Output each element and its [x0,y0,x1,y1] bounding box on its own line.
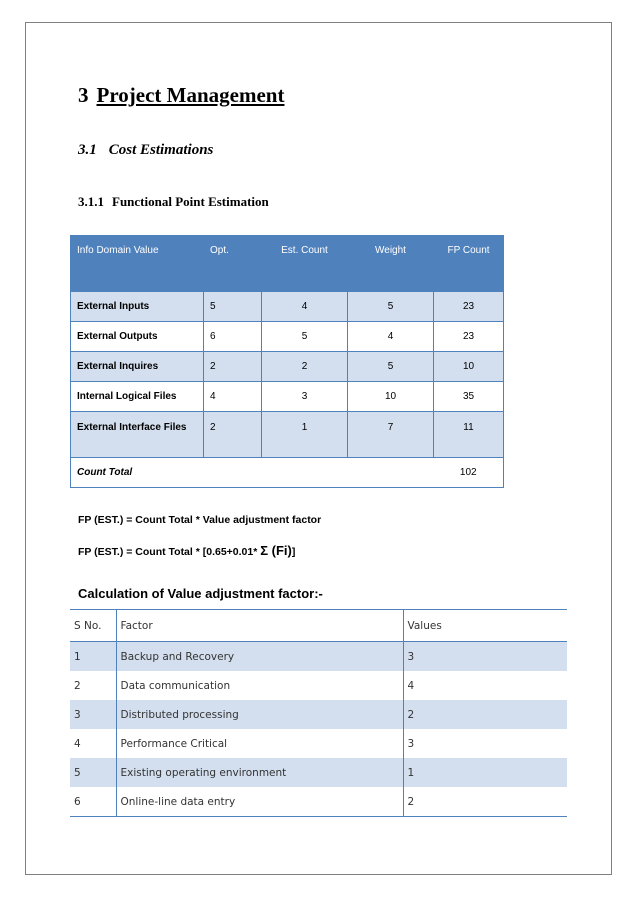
table-cell: 2 [262,352,348,382]
table-cell: 5 [348,352,434,382]
table-cell: 6 [70,787,116,817]
column-header: Info Domain Value [71,236,204,292]
table-cell: 1 [403,758,567,787]
formula-line-1: FP (EST.) = Count Total * Value adjustment factor [78,514,322,526]
table-cell: 2 [204,352,262,382]
table-cell: 5 [262,322,348,352]
calc-title: Calculation of Value adjustment factor:- [78,586,323,601]
subsection-number: 3.1 [78,142,97,158]
formula-suffix: ] [291,546,296,558]
formula-line-2 [78,543,295,558]
column-header: Opt. [204,236,262,292]
total-row [71,458,504,488]
table-cell: 23 [434,322,504,352]
column-header: Factor [116,610,403,642]
value-adjustment-table [70,609,567,817]
table-cell: Data communication [116,671,403,700]
table-cell: 2 [204,412,262,458]
table-cell: Existing operating environment [116,758,403,787]
table-cell: Distributed processing [116,700,403,729]
table-cell: 3 [70,700,116,729]
table-row [71,412,504,458]
column-header: FP Count [434,236,504,292]
table-row [71,352,504,382]
column-header: Est. Count [262,236,348,292]
total-label: Count Total [71,458,434,488]
table-cell: 5 [204,292,262,322]
table-cell: 10 [434,352,504,382]
table-cell: 3 [403,642,567,672]
total-value: 102 [434,458,504,488]
table-header-row [71,236,504,292]
row-label: External Outputs [71,322,204,352]
table-cell: 1 [262,412,348,458]
sigma-term: Σ (Fi) [260,543,292,558]
fp-estimation-table [70,235,504,488]
table-header-row [70,610,567,642]
subsubsection-number: 3.1.1 [78,194,104,209]
table-row [71,292,504,322]
section-heading [78,83,284,108]
table-cell: 10 [348,382,434,412]
column-header: S No. [70,610,116,642]
row-label: External Inputs [71,292,204,322]
row-label: Internal Logical Files [71,382,204,412]
table-cell: Performance Critical [116,729,403,758]
table-cell: 5 [348,292,434,322]
table-cell: 2 [70,671,116,700]
table-cell: 11 [434,412,504,458]
table-cell: 23 [434,292,504,322]
table-row [71,322,504,352]
table-cell: 4 [70,729,116,758]
table-cell: 2 [403,787,567,817]
table-cell: 4 [348,322,434,352]
column-header: Values [403,610,567,642]
formula-prefix: FP (EST.) = Count Total * [0.65+0.01* [78,546,258,558]
table-row [70,729,567,758]
subsection-title: Cost Estimations [108,142,214,158]
table-cell: 7 [348,412,434,458]
table-row [70,700,567,729]
section-title: Project Management [96,83,285,107]
table-row [71,382,504,412]
subsection-heading [78,142,213,159]
table-row [70,671,567,700]
table-cell: 2 [403,700,567,729]
table-row [70,758,567,787]
row-label: External Interface Files [71,412,204,458]
table-cell: 5 [70,758,116,787]
table-cell: 1 [70,642,116,672]
table-cell: 3 [262,382,348,412]
subsubsection-heading [78,194,269,210]
table-cell: 6 [204,322,262,352]
table-row [70,642,567,672]
table-row [70,787,567,817]
table-cell: Online-line data entry [116,787,403,817]
subsubsection-title: Functional Point Estimation [112,194,269,209]
row-label: External Inquires [71,352,204,382]
column-header: Weight [348,236,434,292]
table-cell: 3 [407,737,415,750]
table-cell: 4 [407,679,415,692]
table-cell: Backup and Recovery [116,642,403,672]
table-cell: 4 [204,382,262,412]
table-cell: 35 [434,382,504,412]
section-number: 3 [78,83,89,107]
table-cell: 4 [262,292,348,322]
